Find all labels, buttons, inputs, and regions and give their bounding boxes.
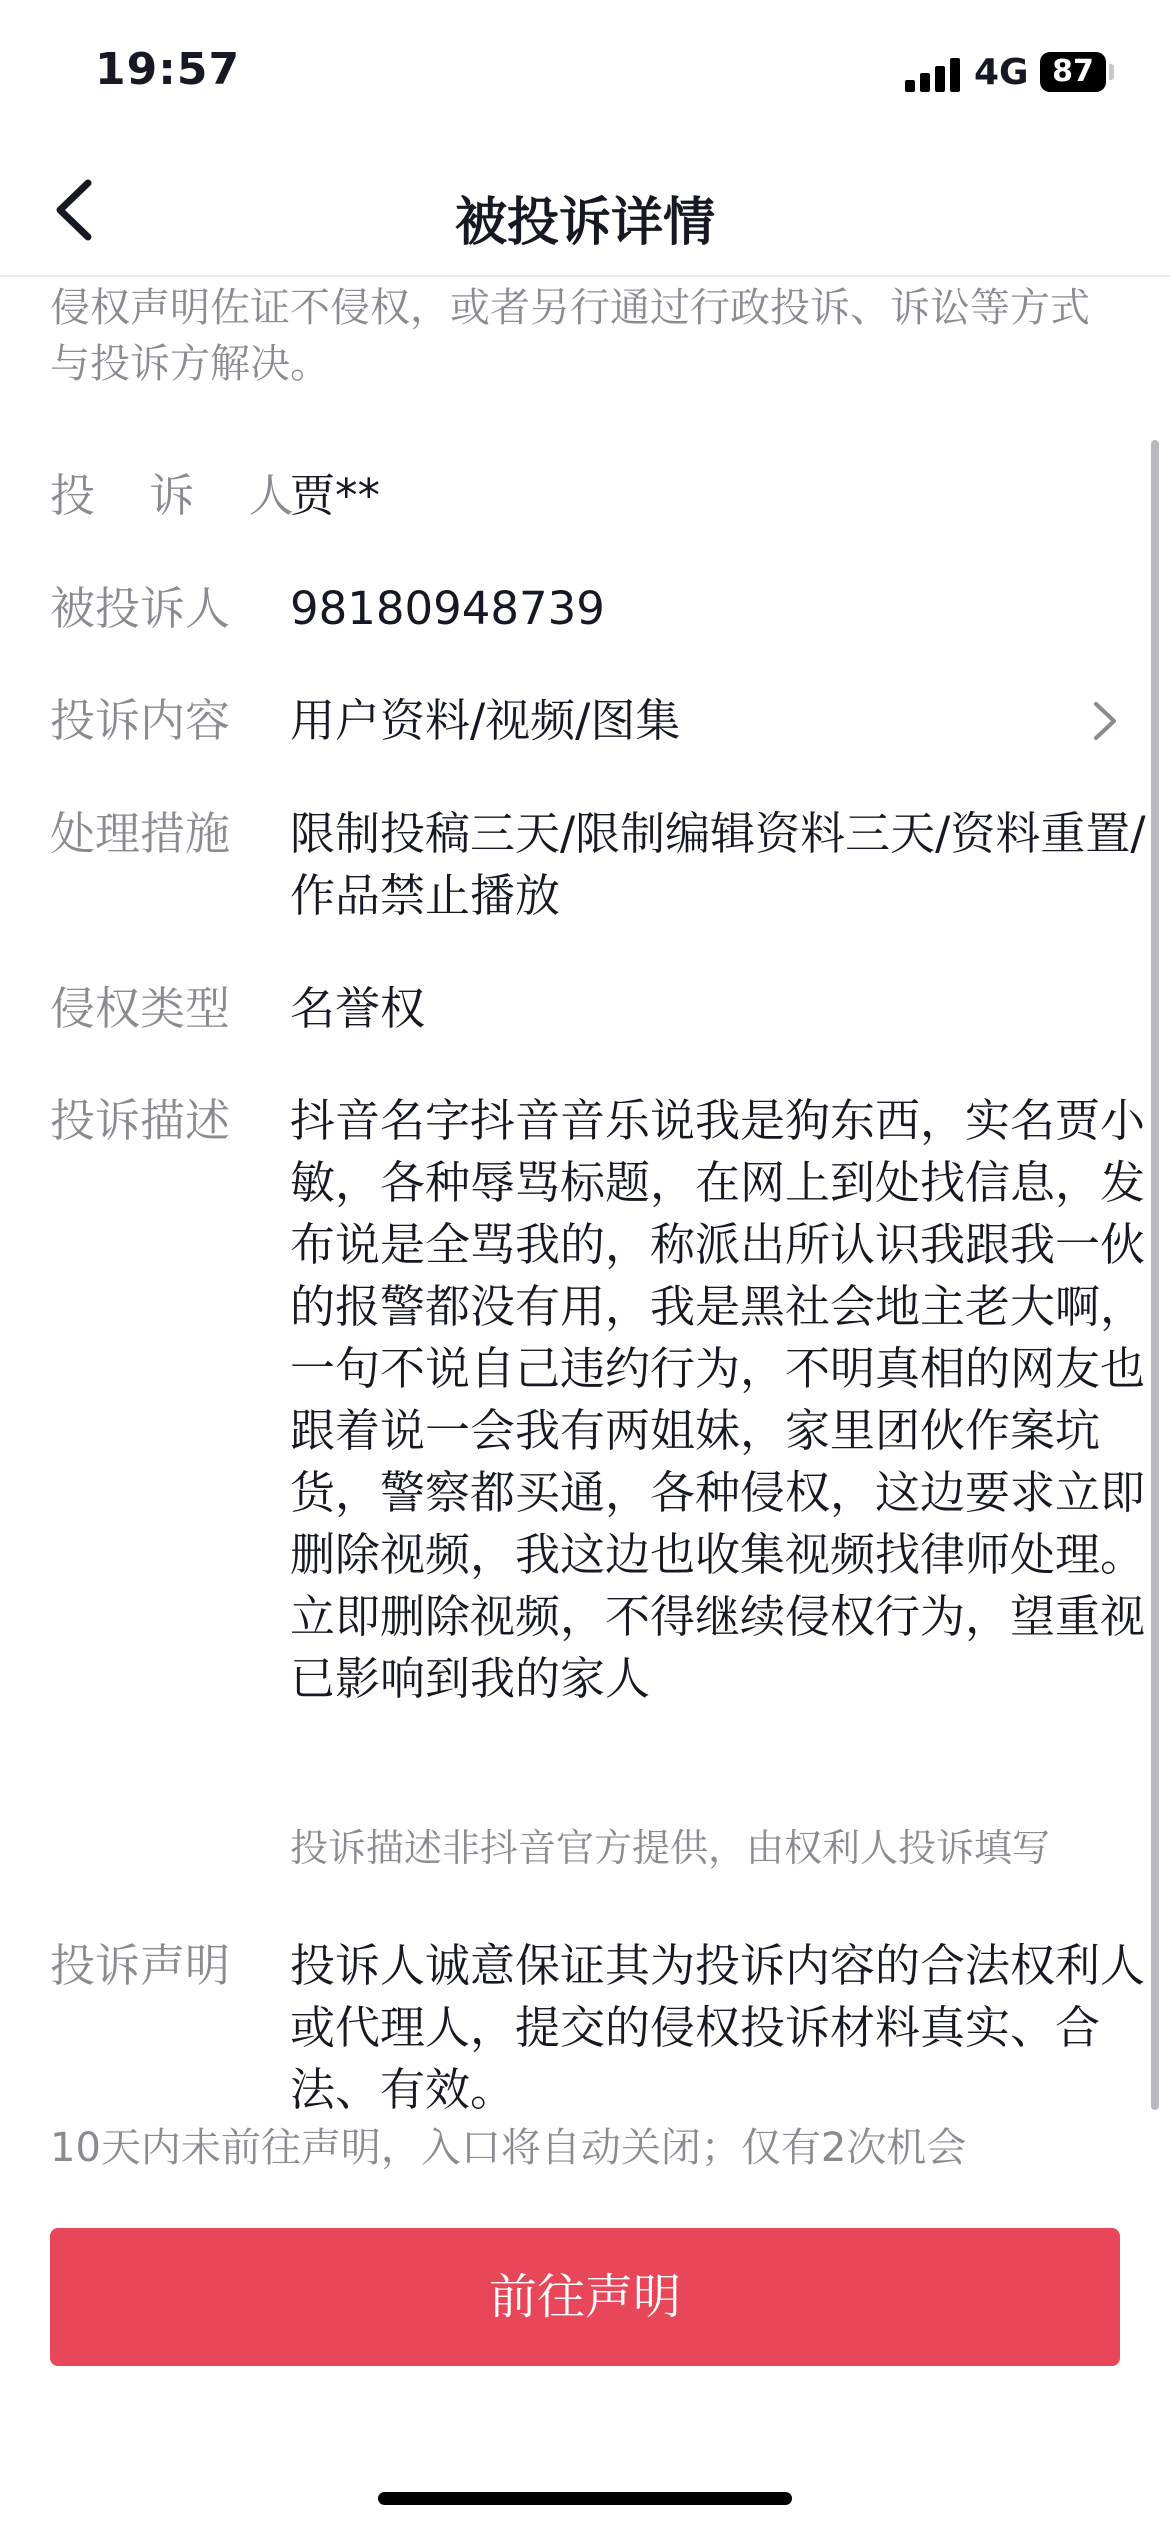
- status-bar: [0, 0, 1170, 150]
- description-value: 抖音名字抖音音乐说我是狗东西，实名贾小敏，各种辱骂标题，在网上到处找信息，发布说是全骂我的，称派出所认识我跟我一伙的报警都没有用，我是黑社会地主老大啊，一句不说自己违约行为，不明真相的网友也跟着说一会我有两姐妹，家里团伙作案坑货，警察都买通，各种侵权，这边要求立即删除视频，我这边也收集视频找律师处理。立即删除视频，不得继续侵权行为，望重视已影响到我的家人: [290, 1094, 1146, 1705]
- complaint-content-value: 用户资料/视频/图集: [290, 694, 681, 747]
- statement-label: 投诉声明: [50, 1939, 231, 1992]
- respondent-value: 98180948739: [290, 582, 605, 635]
- status-time: 19:57: [95, 44, 241, 95]
- battery-cap: [1109, 64, 1114, 80]
- complainant-label: 投 诉 人: [50, 469, 314, 522]
- intro-text: 侵权声明佐证不侵权，或者另行通过行政投诉、诉讼等方式与投诉方解决。: [50, 285, 1090, 387]
- chevron-right-icon[interactable]: [1090, 700, 1120, 742]
- description-note: 投诉描述非抖音官方提供，由权利人投诉填写: [290, 1826, 1051, 1870]
- nav-bar: [0, 150, 1170, 277]
- go-to-statement-button[interactable]: 前往声明: [50, 2228, 1120, 2366]
- statement-value: 投诉人诚意保证其为投诉内容的合法权利人或代理人，提交的侵权投诉材料真实、合法、有效。: [290, 1939, 1146, 2116]
- respondent-label: 被投诉人: [50, 582, 231, 635]
- description-label: 投诉描述: [50, 1094, 231, 1147]
- page-title: 被投诉详情: [454, 193, 715, 253]
- complaint-content-label: 投诉内容: [50, 694, 231, 747]
- signal-icon: [905, 58, 961, 92]
- deadline-note: 10天内未前往声明，入口将自动关闭；仅有2次机会: [50, 2125, 967, 2171]
- measures-label: 处理措施: [50, 807, 231, 860]
- complainant-value: 贾**: [290, 469, 381, 522]
- infringement-type-label: 侵权类型: [50, 982, 231, 1035]
- battery-icon: [1040, 52, 1106, 92]
- network-type: 4G: [974, 52, 1029, 93]
- battery-level: 87: [1052, 54, 1094, 89]
- infringement-type-value: 名誉权: [290, 982, 426, 1035]
- home-indicator[interactable]: [378, 2492, 792, 2505]
- measures-value: 限制投稿三天/限制编辑资料三天/资料重置/作品禁止播放: [290, 807, 1146, 922]
